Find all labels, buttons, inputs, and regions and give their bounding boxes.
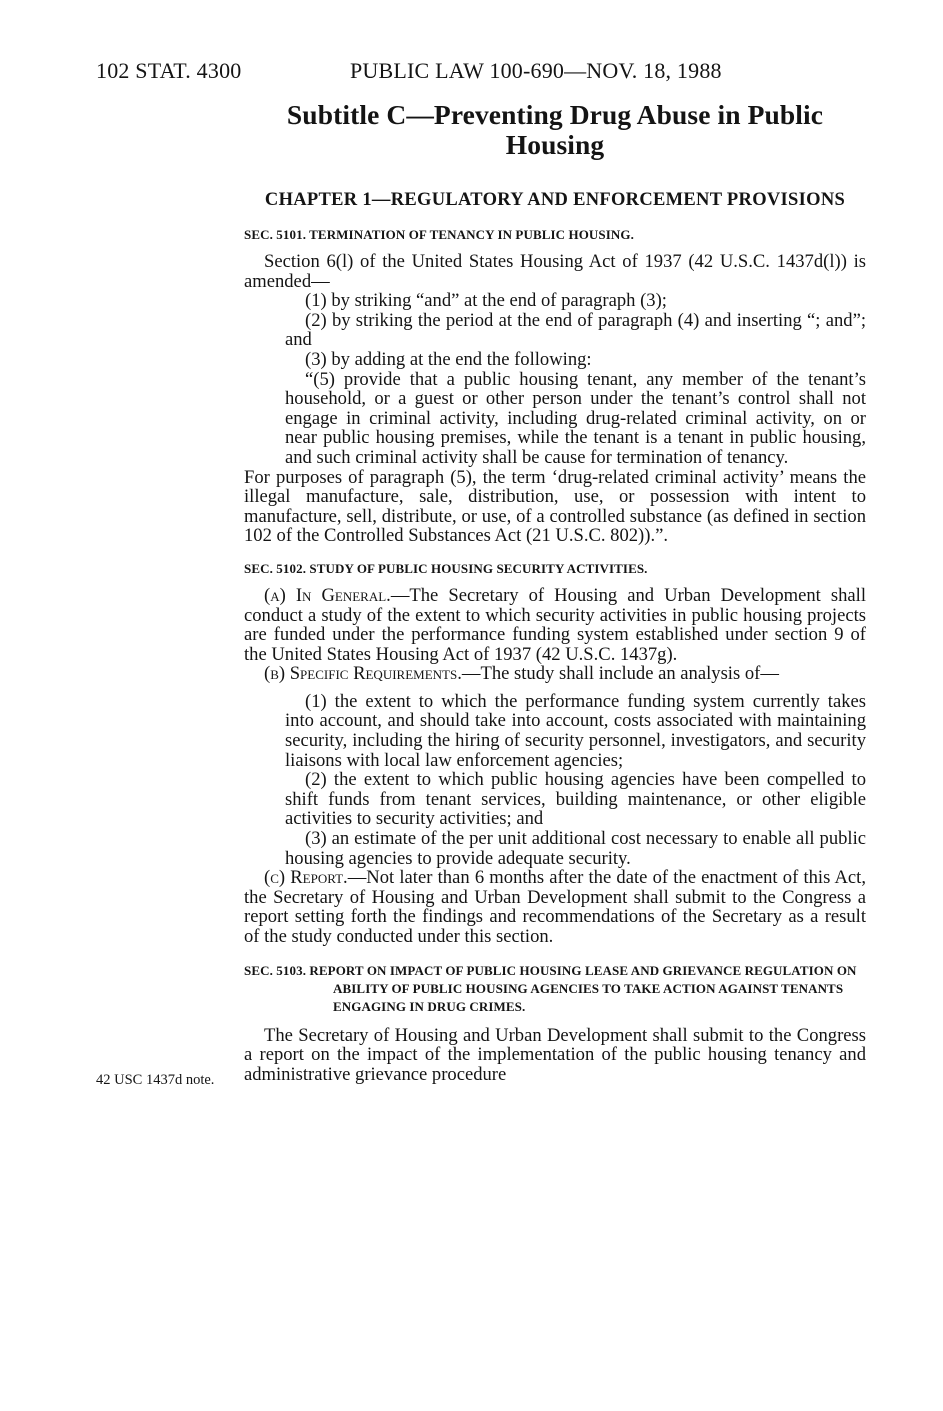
section-5102-b-item-1: (1) the extent to which the performance funding system currently takes into account, and should take into account, costs associated with maintaining security, including the hiring of security personnel, investigators, and security liaisons with local law enforcement agencies; bbox=[285, 690, 866, 771]
section-5102-subsection-a bbox=[244, 586, 866, 664]
margin-note: 42 USC 1437d note. bbox=[96, 1072, 215, 1088]
subsection-b-label: (b) Specific Requirements. bbox=[264, 663, 462, 685]
statute-page-number: 102 STAT. 4300 bbox=[96, 58, 242, 83]
section-5102-subsection-c bbox=[244, 868, 866, 946]
section-5102-b-item-2: (2) the extent to which public housing agencies have been compelled to shift funds from tenant services, building maintenance, or other eligible activities to security activities; and bbox=[285, 769, 866, 830]
subsection-a-label: (a) In General. bbox=[264, 584, 391, 606]
subtitle-heading: Subtitle C—Preventing Drug Abuse in Public Housing bbox=[286, 99, 824, 160]
section-5101-intro: Section 6(l) of the United States Housing Act of 1937 (42 U.S.C. 1437d(l)) is amended— bbox=[244, 251, 866, 292]
section-5101-closing: For purposes of paragraph (5), the term ‘drug-related criminal activity’ means the illegal manufacture, sale, distribution, use, or possession with intent to manufacture, sell, distribute, or use, of a controlled substance (as defined in section 102 of the Controlled Substances Act (21 U.S.C. 802)).”. bbox=[244, 466, 866, 547]
subsection-c-text: —Not later than 6 months after the date of the enactment of this Act, the Secretary of Housing and Urban Development shall submit to the Congress a report setting forth the findings and recommendations of the Secretary as a result of the study conducted under this section. bbox=[244, 867, 866, 947]
section-5103-text: The Secretary of Housing and Urban Development shall submit to the Congress a report on the impact of the implementation of the public housing tenancy and administrative grievance procedure bbox=[244, 1024, 866, 1085]
section-5102-b-item-3: (3) an estimate of the per unit additional cost necessary to enable all public housing agencies to provide adequate security. bbox=[285, 828, 866, 869]
running-head: PUBLIC LAW 100-690—NOV. 18, 1988 bbox=[350, 58, 722, 83]
section-5101-item-2: (2) by striking the period at the end of paragraph (4) and inserting “; and”; and bbox=[285, 309, 866, 351]
section-5102-heading: SEC. 5102. STUDY OF PUBLIC HOUSING SECURITY ACTIVITIES. bbox=[244, 560, 648, 576]
section-5103-heading: SEC. 5103. REPORT ON IMPACT OF PUBLIC HOUSING LEASE AND GRIEVANCE REGULATION ON ABILITY OF PUBLIC HOUSING AGENCIES TO TAKE ACTION AGAINST TENANTS ENGAGING IN DRUG CRIMES. bbox=[244, 962, 857, 1014]
subsection-c-label: (c) Report. bbox=[264, 867, 348, 889]
chapter-heading: CHAPTER 1—REGULATORY AND ENFORCEMENT PROVISIONS bbox=[264, 190, 846, 210]
section-5101-item-3: (3) by adding at the end the following: bbox=[305, 348, 592, 370]
main-column bbox=[244, 100, 866, 1084]
section-5101-item-1: (1) by striking “and” at the end of paragraph (3); bbox=[305, 290, 667, 312]
section-5101-quoted-paragraph: “(5) provide that a public housing tenant, any member of the tenant’s household, or a guest or other person under the tenant’s control shall not engage in criminal activity, including drug-related criminal activity, on or near public housing premises, while the tenant is a tenant in public housing, and such criminal activity shall be cause for termination of tenancy. bbox=[285, 368, 866, 468]
section-5101-heading: SEC. 5101. TERMINATION OF TENANCY IN PUBLIC HOUSING. bbox=[244, 227, 634, 242]
subsection-a-text: —The Secretary of Housing and Urban Development shall conduct a study of the extent to which security activities in public housing projects are funded under the performance funding system established under section 9 of the United States Housing Act of 1937 (42 U.S.C. 1437g). bbox=[244, 584, 866, 665]
subsection-b-text: —The study shall include an analysis of— bbox=[461, 663, 779, 685]
section-5102-subsection-b bbox=[244, 664, 866, 684]
